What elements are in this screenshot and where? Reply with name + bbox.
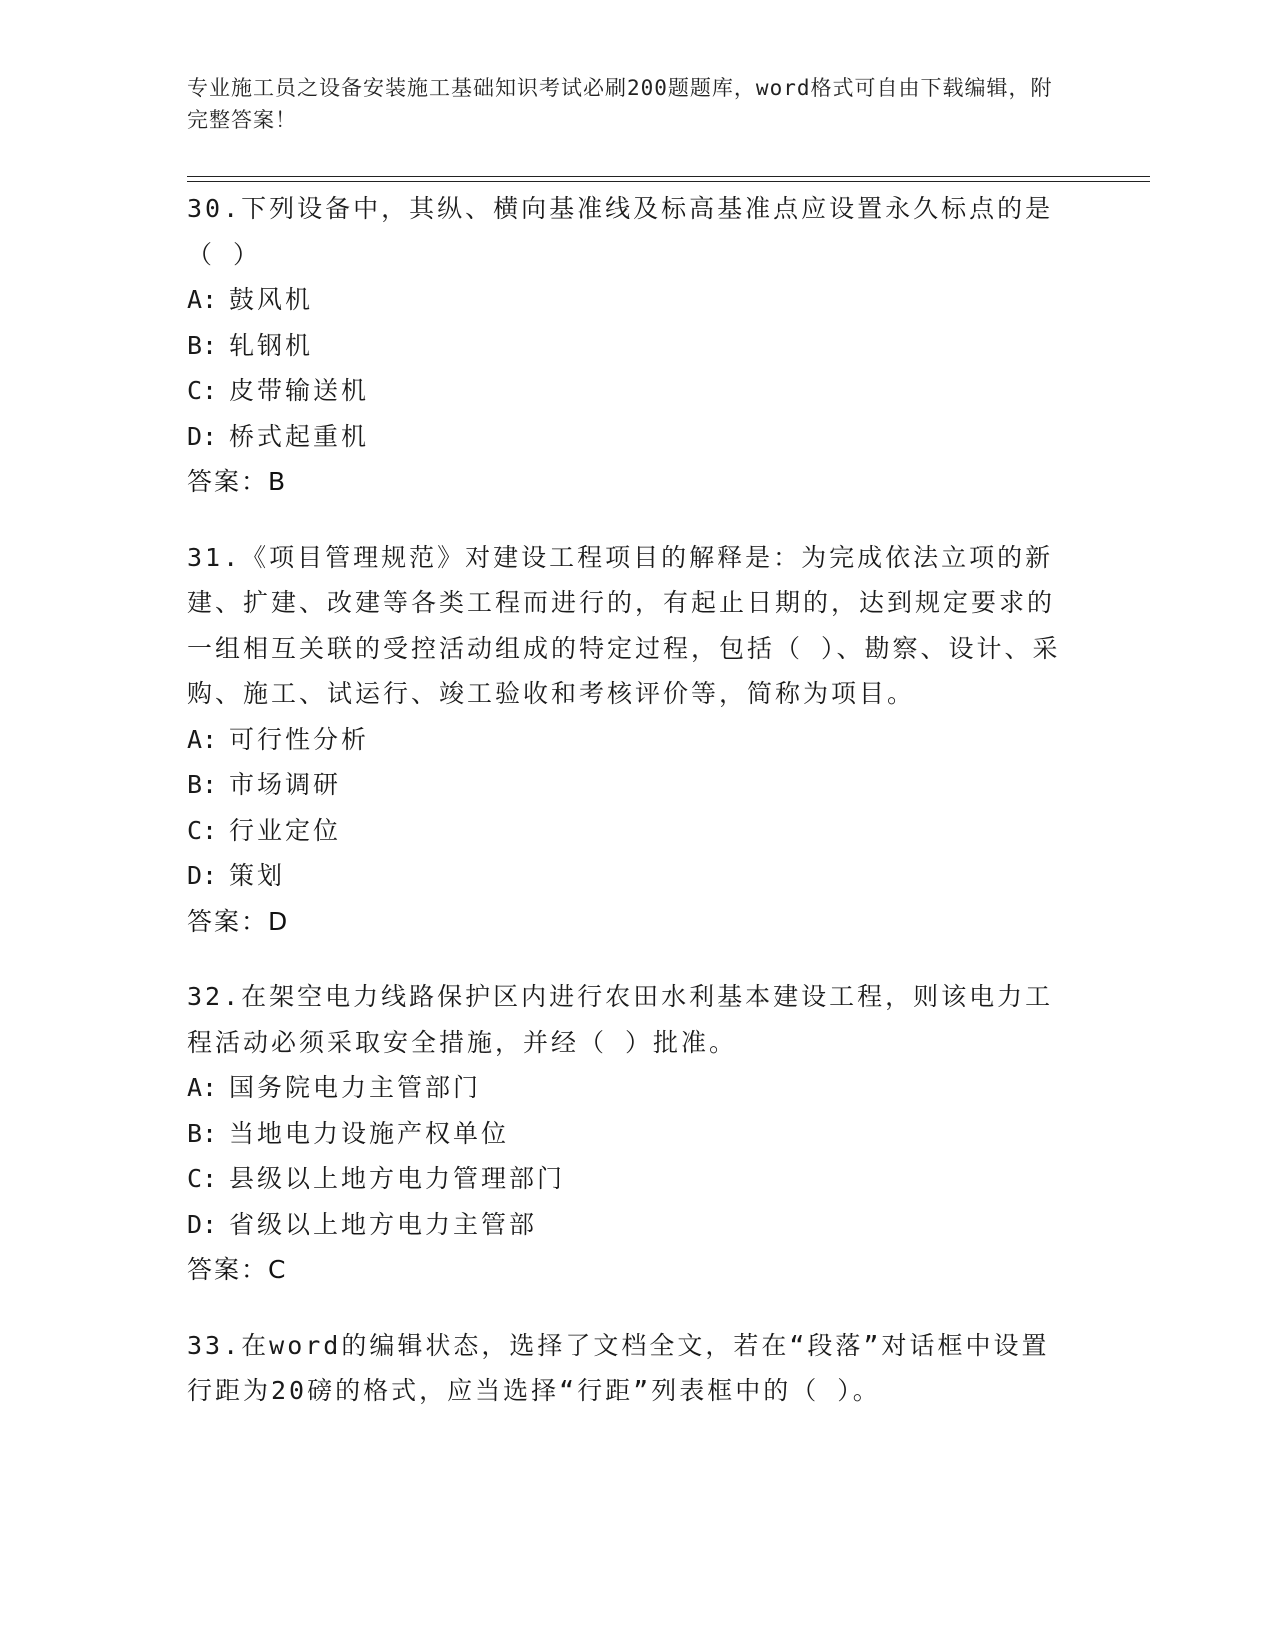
option-letter: C: [187, 376, 218, 405]
option-letter: D: [187, 421, 218, 451]
header-divider-top [187, 176, 1150, 177]
question-33 [187, 1323, 1067, 1414]
question-stem: 33.在word的编辑状态，选择了文档全文，若在“段落”对话框中设置行距为20磅的格式，应当选择“行距”列表框中的（ ）。 [187, 1330, 1050, 1405]
option-letter: A: [187, 285, 218, 314]
option-letter: B: [187, 1118, 218, 1148]
answer-line: 答案：B [187, 467, 288, 496]
option-text: 可行性分析 [229, 724, 370, 754]
question-list [187, 186, 1067, 1444]
option-text: 策划 [229, 861, 286, 890]
question-31 [187, 535, 1067, 945]
option-letter: D: [187, 861, 218, 890]
option-b [187, 323, 1067, 369]
option-letter: A: [187, 724, 218, 754]
header-divider-bottom [187, 181, 1150, 182]
option-letter: C: [187, 815, 218, 845]
option-text: 皮带输送机 [229, 376, 370, 405]
option-text: 市场调研 [229, 770, 342, 799]
question-32 [187, 974, 1067, 1293]
option-a [187, 717, 1067, 763]
option-text: 当地电力设施产权单位 [229, 1118, 510, 1148]
question-stem: 30.下列设备中，其纵、横向基准线及标高基准点应设置永久标点的是（ ） [187, 194, 1054, 269]
option-d [187, 1202, 1067, 1248]
question-stem: 31.《项目管理规范》对建设工程项目的解释是：为完成依法立项的新建、扩建、改建等各类工程而进行的，有起止日期的，达到规定要求的一组相互关联的受控活动组成的特定过程，包括（ ）、勘察、设计、采购、施工、试运行、竣工验收和考核评价等，简称为项目。 [187, 542, 1061, 708]
question-30 [187, 186, 1067, 505]
option-c [187, 368, 1067, 414]
question-stem: 32.在架空电力线路保护区内进行农田水利基本建设工程，则该电力工程活动必须采取安全措施，并经（ ）批准。 [187, 982, 1054, 1057]
option-text: 鼓风机 [229, 285, 314, 314]
document-header: 专业施工员之设备安装施工基础知识考试必刷200题题库，word格式可自由下载编辑，附完整答案！ [187, 76, 1053, 132]
option-text: 县级以上地方电力管理部门 [229, 1164, 566, 1193]
option-a [187, 277, 1067, 323]
option-b [187, 1111, 1067, 1157]
answer-line: 答案：C [187, 1255, 288, 1284]
option-text: 省级以上地方电力主管部 [229, 1209, 538, 1239]
option-letter: B: [187, 770, 218, 799]
option-letter: D: [187, 1209, 218, 1239]
option-text: 行业定位 [229, 815, 342, 845]
option-c [187, 1156, 1067, 1202]
option-c [187, 808, 1067, 854]
option-a [187, 1065, 1067, 1111]
option-d [187, 853, 1067, 899]
answer-line: 答案：D [187, 906, 290, 936]
option-letter: B: [187, 330, 218, 360]
option-d [187, 414, 1067, 460]
option-letter: A: [187, 1073, 218, 1102]
option-letter: C: [187, 1164, 218, 1193]
option-b [187, 762, 1067, 808]
option-text: 轧钢机 [229, 330, 314, 360]
option-text: 国务院电力主管部门 [229, 1073, 482, 1102]
option-text: 桥式起重机 [229, 421, 370, 451]
